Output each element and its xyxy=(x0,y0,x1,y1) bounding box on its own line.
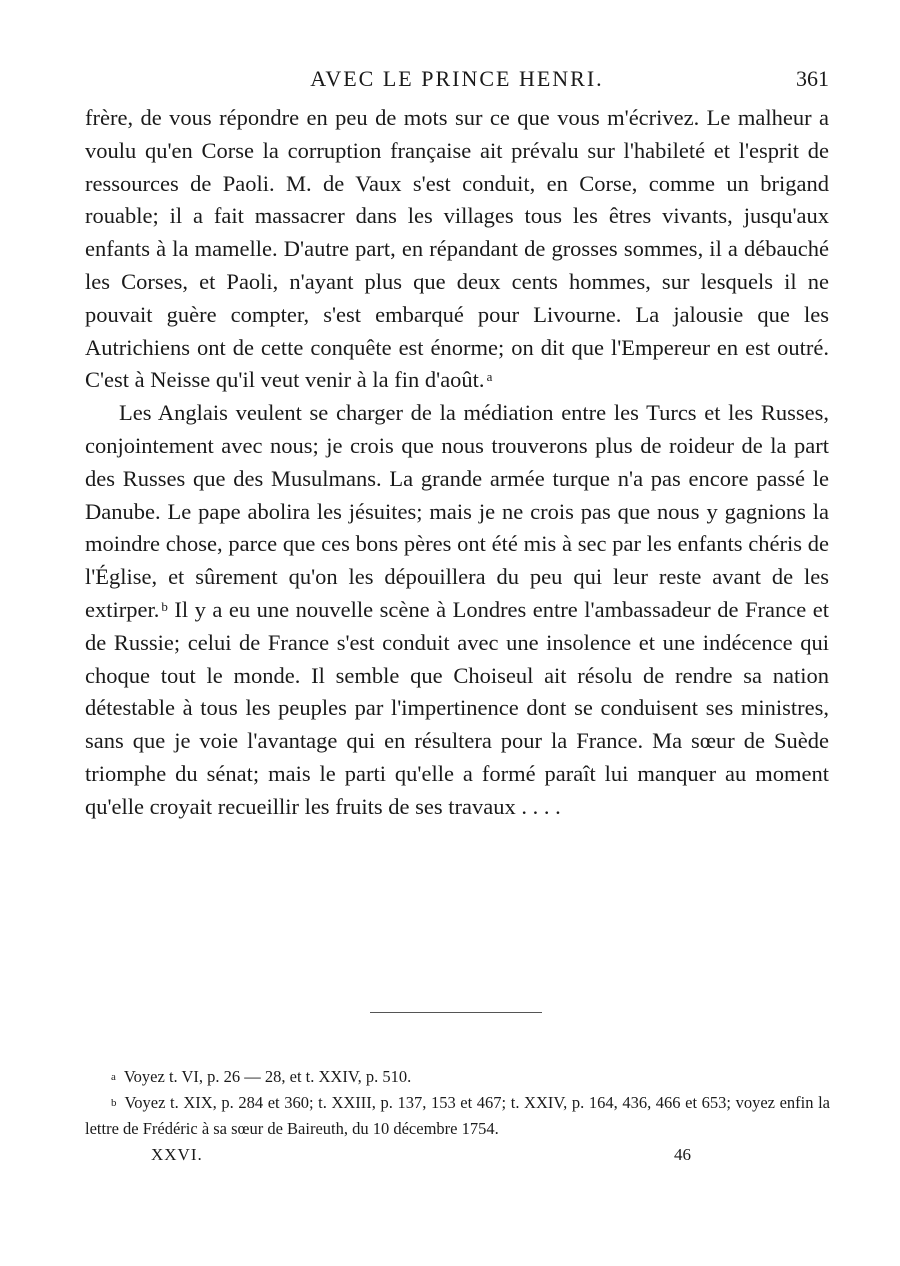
paragraph-2b-text: Il y a eu une nouvelle scène à Londres entre l'ambassadeur de France et de Russie; celui de France s'est conduit avec une insolence et une indécence qui choque tout le monde. Il semble que Choiseul ait résolu de rendre sa nation détestable à tous les peuples par l'impertinence dont se conduisent ses ministres, sans que je voie l'avantage qui en résultera pour la France. Ma sœur de Suède triomphe du sénat; mais le parti qu'elle a formé paraît lui manquer au moment qu'elle croyait recueillir les fruits de ses travaux . . . . xyxy=(85,596,830,819)
footnote-ref-b: b xyxy=(161,598,168,614)
paragraph-2 xyxy=(85,397,829,823)
running-head xyxy=(85,66,829,102)
page-content xyxy=(85,66,829,824)
footnote-b-mark: b xyxy=(111,1097,117,1109)
paragraph-1 xyxy=(85,102,829,397)
footnote-b xyxy=(85,1091,830,1141)
paragraph-2a-text: Les Anglais veulent se charger de la médiation entre les Turcs et les Russes, conjointement avec nous; je crois que nous trouverons plus de roideur de la part des Russes que des Musulmans. La grande armée turque n'a pas encore passé le Danube. Le pape abolira les jésuites; mais je ne crois pas que nous y gagnions la moindre chose, parce que ces bons pères ont été mis à sec par les enfants chéris de l'Église, et sûrement qu'on les dépouillera du peu qui leur reste avant de les extirper. xyxy=(85,400,829,622)
footnote-ref-a: a xyxy=(486,369,493,385)
main-text xyxy=(85,102,829,824)
footnote-a-mark: a xyxy=(111,1071,116,1083)
footnote-b-text: Voyez t. XIX, p. 284 et 360; t. XXIII, p. 137, 153 et 467; t. XXIV, p. 164, 436, 466 et 653; voyez enfin la lettre de Frédéric à sa sœur de Baireuth, du 10 décembre 1754. xyxy=(85,1093,830,1138)
running-title: AVEC LE PRINCE HENRI. xyxy=(310,66,604,91)
footnote-a-text: Voyez t. VI, p. 26 — 28, et t. XXIV, p. 510. xyxy=(123,1067,412,1086)
page-number: 361 xyxy=(796,66,829,91)
paragraph-1-text: frère, de vous répondre en peu de mots sur ce que vous m'écrivez. Le malheur a voulu qu'en Corse la corruption française ait prévalu sur l'habileté et l'esprit de ressources de Paoli. M. de Vaux s'est conduit, en Corse, comme un brigand rouable; il a fait massacrer dans les villages tous les êtres vivants, jusqu'aux enfants à la mamelle. D'autre part, en répandant de grosses sommes, il a débauché les Corses, et Paoli, n'ayant plus que deux cents hommes, sur lesquels il ne pouvait guère compter, s'est embarqué pour Livourne. La jalousie que les Autrichiens ont de cette conquête est énorme; on dit que l'Empereur en est outré. C'est à Neisse qu'il veut venir à la fin d'août. xyxy=(85,105,829,393)
footnote-a xyxy=(85,1065,830,1091)
section-divider xyxy=(370,1012,542,1013)
volume-signature: XXVI. xyxy=(151,1145,203,1164)
sheet-number: 46 xyxy=(674,1145,691,1164)
footnotes xyxy=(85,1065,830,1141)
